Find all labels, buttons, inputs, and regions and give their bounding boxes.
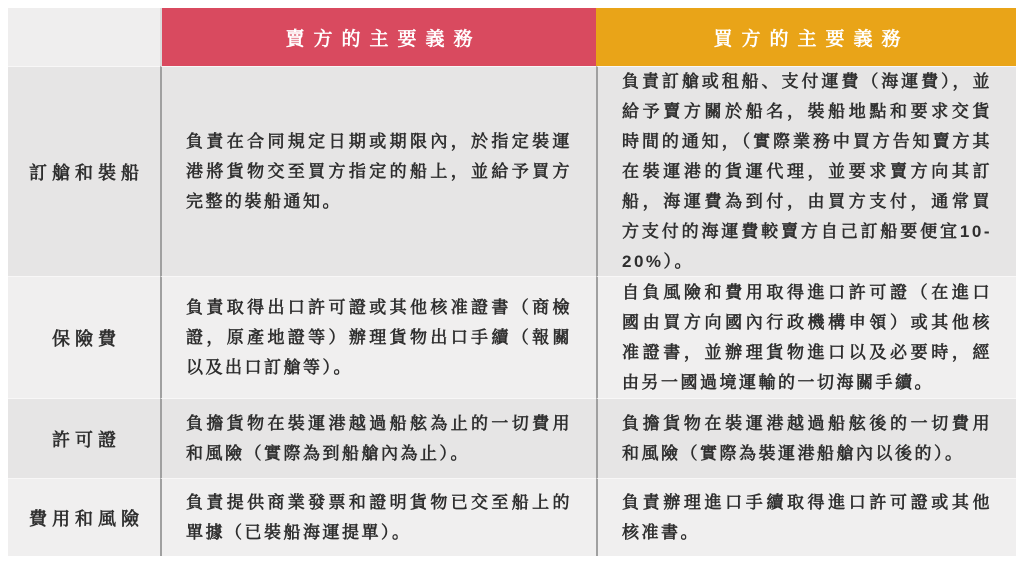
row-label: 許可證 bbox=[8, 398, 160, 478]
buyer-obligation-cell: 自負風險和費用取得進口許可證（在進口國由買方向國內行政機構申領）或其他核准證書，並辦理貨物進口以及必要時，經由另一國過境運輸的一切海關手續。 bbox=[596, 276, 1016, 398]
column-header-buyer: 買方的主要義務 bbox=[596, 8, 1016, 66]
buyer-obligation-cell: 負責訂艙或租船、支付運費（海運費），並給予賣方關於船名，裝船地點和要求交貨時間的通知，（實際業務中買方告知賣方其在裝運港的貨運代理，並要求賣方向其訂船，海運費為到付，由買方支付，通常買方支付的海運費較賣方自己訂船要便宜10-20%）。 bbox=[596, 66, 1016, 276]
seller-obligation-cell: 負擔貨物在裝運港越過船舷為止的一切費用和風險（實際為到船艙內為止）。 bbox=[160, 398, 596, 478]
row-label: 保險費 bbox=[8, 276, 160, 398]
row-label: 費用和風險 bbox=[8, 478, 160, 556]
column-header-seller: 賣方的主要義務 bbox=[160, 8, 596, 66]
seller-obligation-cell: 負責取得出口許可證或其他核准證書（商檢證，原產地證等）辦理貨物出口手續（報關以及出口訂艙等）。 bbox=[160, 276, 596, 398]
obligations-comparison-table bbox=[8, 8, 1016, 556]
seller-obligation-cell: 負責在合同規定日期或期限內，於指定裝運港將貨物交至買方指定的船上，並給予買方完整的裝船通知。 bbox=[160, 66, 596, 276]
row-label: 訂艙和裝船 bbox=[8, 66, 160, 276]
corner-empty-cell bbox=[8, 8, 160, 66]
seller-obligation-cell: 負責提供商業發票和證明貨物已交至船上的單據（已裝船海運提單）。 bbox=[160, 478, 596, 556]
buyer-obligation-cell: 負責辦理進口手續取得進口許可證或其他核准書。 bbox=[596, 478, 1016, 556]
buyer-obligation-cell: 負擔貨物在裝運港越過船舷後的一切費用和風險（實際為裝運港船艙內以後的）。 bbox=[596, 398, 1016, 478]
